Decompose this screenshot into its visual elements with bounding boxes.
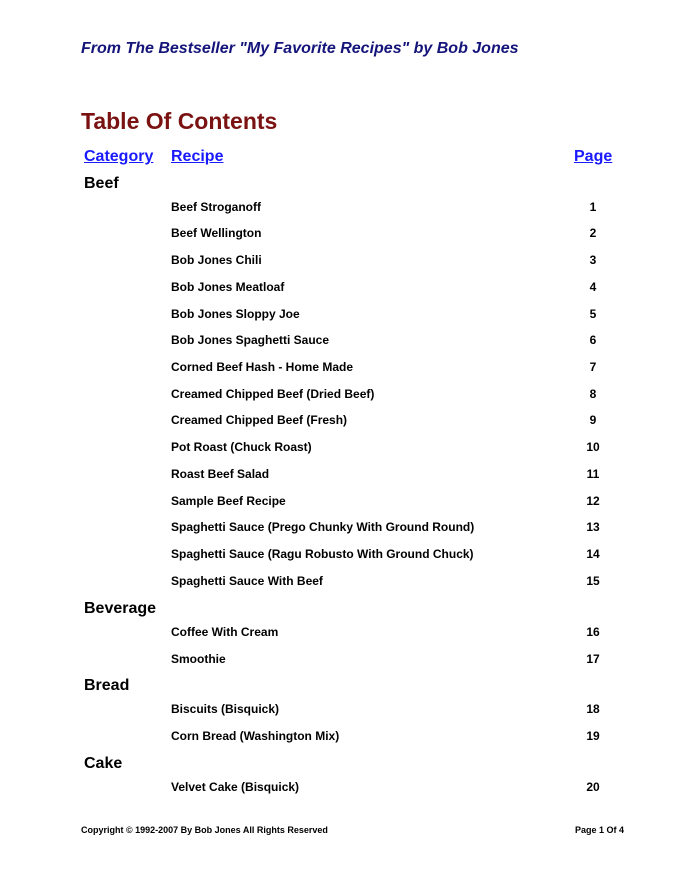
toc-entry[interactable] [0,360,682,378]
toc-entry[interactable] [0,440,682,458]
page-number: 15 [586,574,600,588]
recipe-title: Biscuits (Bisquick) [171,702,280,716]
page-number: 7 [589,360,597,374]
page-title: Table Of Contents [81,108,278,134]
toc-entry[interactable] [0,547,682,565]
toc-entry[interactable] [0,702,682,720]
copyright-notice: Copyright © 1992-2007 By Bob Jones All Rights Reserved [81,825,328,835]
page-number: 14 [586,547,600,561]
recipe-title: Spaghetti Sauce (Prego Chunky With Ground Round) [171,520,475,534]
toc-entry[interactable] [0,226,682,244]
recipe-title: Spaghetti Sauce With Beef [171,574,323,588]
toc-entry[interactable] [0,652,682,670]
recipe-title: Corned Beef Hash - Home Made [171,360,354,374]
toc-entry[interactable] [0,574,682,592]
recipe-title: Bob Jones Meatloaf [171,280,285,294]
toc-entry[interactable] [0,729,682,747]
toc-entry[interactable] [0,307,682,325]
recipe-title: Bob Jones Spaghetti Sauce [171,333,330,347]
toc-entry[interactable] [0,200,682,218]
page-number: 3 [589,253,597,267]
page-number: 11 [586,467,600,481]
recipe-title: Roast Beef Salad [171,467,270,481]
page-number: 6 [589,333,597,347]
page-number: 9 [589,413,597,427]
category-heading-cake: Cake [84,755,123,772]
recipe-title: Creamed Chipped Beef (Dried Beef) [171,387,375,401]
book-banner: From The Bestseller "My Favorite Recipes" by Bob Jones [81,40,519,57]
toc-entry[interactable] [0,520,682,538]
toc-entry[interactable] [0,253,682,271]
toc-entry[interactable] [0,413,682,431]
recipe-title: Beef Stroganoff [171,200,261,214]
page-number: 19 [586,729,600,743]
recipe-title: Corn Bread (Washington Mix) [171,729,340,743]
page-number: 8 [589,387,597,401]
page-number: 4 [589,280,597,294]
recipe-title: Sample Beef Recipe [171,494,286,508]
page-number: 12 [586,494,600,508]
page-number: 18 [586,702,600,716]
toc-entry[interactable] [0,467,682,485]
page-number: 5 [589,307,597,321]
page-number: 13 [586,520,600,534]
page-number: 2 [589,226,597,240]
toc-entry[interactable] [0,333,682,351]
recipe-title: Beef Wellington [171,226,262,240]
toc-entry[interactable] [0,494,682,512]
page-number: 20 [586,780,600,794]
page-indicator: Page 1 Of 4 [575,825,625,835]
recipe-title: Coffee With Cream [171,625,279,639]
category-column-header-link[interactable]: Category [84,148,154,165]
page-number: 16 [586,625,600,639]
page-column-header-link[interactable]: Page [574,148,613,165]
toc-entry[interactable] [0,387,682,405]
category-heading-bread: Bread [84,677,130,694]
recipe-title: Creamed Chipped Beef (Fresh) [171,413,348,427]
toc-entry[interactable] [0,780,682,798]
toc-entry[interactable] [0,625,682,643]
recipe-title: Velvet Cake (Bisquick) [171,780,300,794]
recipe-title: Bob Jones Chili [171,253,262,267]
page-number: 1 [589,200,597,214]
page-number: 17 [586,652,600,666]
recipe-title: Smoothie [171,652,226,666]
recipe-title: Pot Roast (Chuck Roast) [171,440,312,454]
category-heading-beef: Beef [84,175,119,192]
category-heading-beverage: Beverage [84,600,157,617]
toc-entry[interactable] [0,280,682,298]
recipe-title: Spaghetti Sauce (Ragu Robusto With Ground Chuck) [171,547,474,561]
recipe-column-header-link[interactable]: Recipe [171,148,224,165]
recipe-title: Bob Jones Sloppy Joe [171,307,300,321]
page-number: 10 [586,440,600,454]
